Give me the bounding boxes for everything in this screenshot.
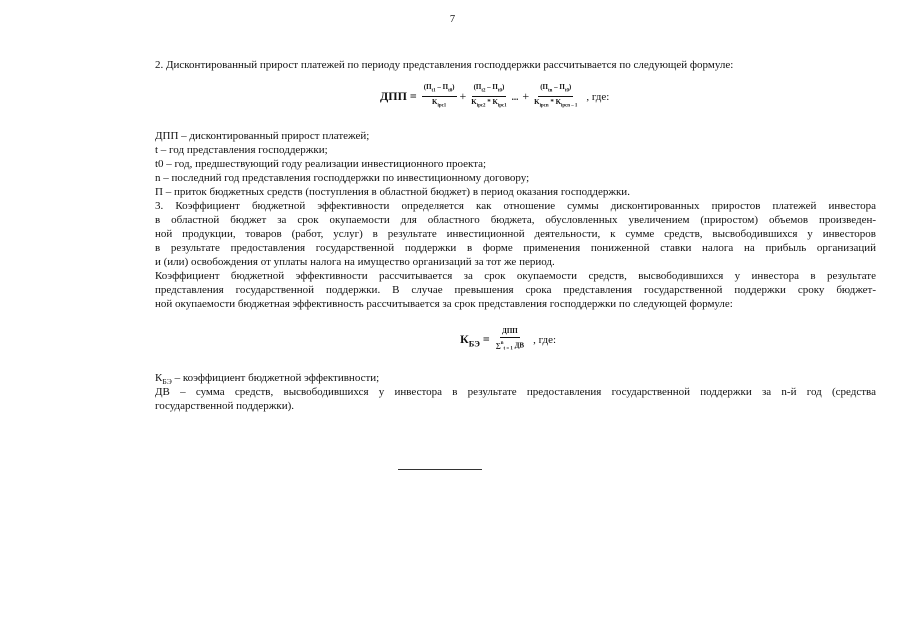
- formula-dpp: [380, 83, 609, 111]
- formula-dpp-lhs: ДПП =: [380, 89, 417, 104]
- definition-p: П – приток бюджетных средств (поступления в областной бюджет) в период оказания господдержки.: [155, 186, 630, 198]
- term1-numerator: $(П_{t1} - П_{t0})$: [422, 83, 457, 97]
- page-number: 7: [449, 14, 456, 25]
- term3-numerator: $(П_{tn} - П_{t0})$: [538, 83, 573, 97]
- end-divider: [398, 469, 482, 470]
- kbe-denominator: ∑$^n_{t = 1}$ ДВ: [495, 341, 525, 352]
- section3-last-line: и (или) освобождения от уплаты налога на имущество организаций за тот же период.: [155, 256, 555, 268]
- definition-dpp: ДПП – дисконтированный прирост платежей;: [155, 130, 370, 142]
- term2-denominator: $K_{ipc2} * K_{ipc1}$: [471, 98, 507, 109]
- formula-dpp-term2: [469, 83, 508, 111]
- formula-kbe-where: , где:: [533, 334, 557, 347]
- formula-kbe: [460, 327, 556, 354]
- term2-numerator: $(П_{t2} - П_{t0})$: [472, 83, 507, 97]
- definition-t: t – год представления господдержки;: [155, 144, 328, 156]
- definition-t0: t0 – год, предшествующий году реализации инвестиционного проекта;: [155, 158, 487, 170]
- section2-heading: 2. Дисконтированный прирост платежей по периоду представления господдержки рассчитывается по следующей формуле:: [155, 59, 734, 71]
- formula-dpp-term1: [422, 83, 457, 111]
- definition-dv: ДВ – сумма средств, высвободившихся у инвестора в результате предоставления государственной поддержки за n-й год (средства: [155, 386, 876, 398]
- definition-dv-cont: государственной поддержки).: [155, 400, 295, 412]
- section3-line: 3. Коэффициент бюджетной эффективности определяется как отношение суммы дисконтированных приростов платежей инвестора: [155, 200, 876, 212]
- section3-line: ной продукции, товаров (работ, услуг) в результате инвестиционной деятельности, к сумме средств, высвободившихся у инвесторов: [155, 228, 876, 240]
- formula-kbe-lhs: $К_{БЭ}$ =: [460, 332, 490, 349]
- plus-sign: +: [459, 89, 467, 104]
- definition-n: n – последний год представления господдержки по инвестиционному договору;: [155, 172, 530, 184]
- definition-kbe: $К_{БЭ}$ – коэффициент бюджетной эффективности;: [155, 372, 380, 387]
- section3b-line: представления государственной поддержки. В случае превышения срока представления государственной поддержки сроку бюджет-: [155, 284, 876, 296]
- term1-denominator: $K_{ipc1}$: [432, 98, 447, 109]
- section3-line: в результате предоставления государственной поддержки в форме применения пониженной ставки налога на прибыль организаций: [155, 242, 876, 254]
- section3b-line: Коэффициент бюджетной эффективности рассчитывается за срок окупаемости средств, высвободившихся у инвестора в результате: [155, 270, 876, 282]
- ellipsis: ...: [511, 91, 519, 102]
- section3b-last-line: ной окупаемости бюджетная эффективность рассчитывается за срок представления господдержки по следующей формуле:: [155, 298, 733, 310]
- section3-line: в областной бюджет за срок окупаемости для областного бюджета, обусловленных увеличением (приростом) объемов произведен-: [155, 214, 876, 226]
- plus-sign: +: [522, 89, 530, 104]
- formula-kbe-fraction: [494, 327, 526, 354]
- term3-denominator: $K_{ipcn} * K_{ipcn - 1}$: [534, 98, 578, 109]
- kbe-numerator: ДПП: [500, 327, 520, 338]
- formula-dpp-term3: [532, 83, 579, 111]
- formula-dpp-where: , где:: [586, 90, 610, 103]
